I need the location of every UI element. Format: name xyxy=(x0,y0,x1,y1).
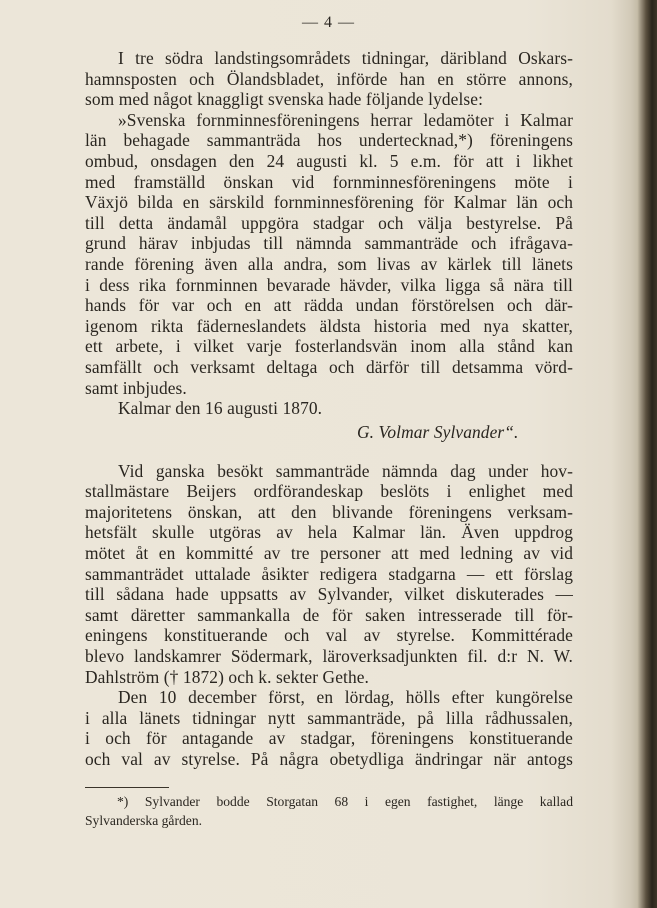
page-number: — 4 — xyxy=(302,14,355,31)
text-line: I tre södra landstingsområdets tidningar, däribland Oskars- xyxy=(118,48,573,68)
text-line: samt inbjudes. xyxy=(85,377,187,398)
footnote-divider xyxy=(85,787,169,788)
text-line: Den 10 december först, en lördag, hölls efter kungörelse xyxy=(118,687,573,708)
text-line: till sådana hade uppsatts av Sylvander, vilket diskuterades — xyxy=(85,584,573,605)
text-line: i dess rika fornminnen bevarade hävder, vilka ligga så nära till xyxy=(85,274,573,295)
book-spine-shadow xyxy=(637,0,657,908)
text-line: och val av styrelse. På några obetydliga ändringar när antogs xyxy=(85,749,573,769)
text-line: hamnsposten och Ölandsbladet, införde han en större annons, xyxy=(85,68,573,89)
text-line: ett arbete, i vilket varje fosterlandsvän inom alla stånd kan xyxy=(85,336,573,357)
signature: G. Volmar Sylvander“. xyxy=(357,421,519,442)
text-line: majoritetens önskan, att den blivande föreningens verksam- xyxy=(85,501,573,522)
footnote xyxy=(85,792,573,830)
text-line: i och för antagande av stadgar, föreningens konstituerande xyxy=(85,728,573,749)
text-line: med framställd önskan vid fornminnesföreningens möte i xyxy=(85,171,573,192)
text-line: Vid ganska besökt sammanträde nämnda dag under hov- xyxy=(118,460,573,481)
text-line: samfällt och verksamt deltaga och därför till detsamma vörd- xyxy=(85,356,573,377)
body-text xyxy=(85,48,573,770)
text-line: hetsfält skulle utgöras av hela Kalmar län. Även uppdrog xyxy=(85,522,573,543)
text-line: rande förening även alla andra, som livas av kärlek till länets xyxy=(85,253,573,274)
text-line: grund härav inbjudas till nämnda sammanträde och ifrågava- xyxy=(85,233,573,254)
text-line: län behagade sammanträda hos undertecknad,*) föreningens xyxy=(85,130,573,151)
text-line: samt däretter sammankalla de för saken intresserade till för- xyxy=(85,604,573,625)
text-line: i alla länets tidningar nytt sammanträde, på lilla rådhussalen, xyxy=(85,707,573,728)
text-line: »Svenska fornminnesföreningens herrar ledamöter i Kalmar xyxy=(118,109,573,130)
text-line: ombud, onsdagen den 24 augusti kl. 5 e.m. för att i likhet xyxy=(85,150,573,171)
text-line: hands för var och en att rädda undan förstörelsen och där- xyxy=(85,295,573,316)
text-line: till detta ändamål uppgöra stadgar och välja bestyrelse. På xyxy=(85,212,573,233)
text-line: stallmästare Beijers ordförandeskap beslöts i enlighet med xyxy=(85,481,573,502)
text-line: mötet åt en kommitté av tre personer att med ledning av vid xyxy=(85,543,573,564)
text-line: igenom rikta fäderneslandets äldsta historia med nya skatter, xyxy=(85,315,573,336)
text-line: som med något knaggligt svenska hade följande lydelse: xyxy=(85,89,484,110)
text-line: Växjö bilda en särskild fornminnesförening för Kalmar län och xyxy=(85,192,573,213)
text-line: eningens konstituerande och val av styrelse. Kommittérade xyxy=(85,625,573,646)
footnote-line: Sylvanderska gården. xyxy=(85,813,203,828)
text-line: sammanträdet uttalade åsikter redigera stadgarna — ett förslag xyxy=(85,563,573,584)
date-line: Kalmar den 16 augusti 1870. xyxy=(118,398,323,419)
text-line: Dahlström († 1872) och k. sekter Gethe. xyxy=(85,666,370,687)
footnote-line: *) Sylvander bodde Storgatan 68 i egen fastighet, länge kallad xyxy=(117,794,573,809)
text-line: blevo landskamrer Södermark, läroverksadjunkten fil. d:r N. W. xyxy=(85,646,573,667)
paragraph-gap xyxy=(85,445,573,461)
